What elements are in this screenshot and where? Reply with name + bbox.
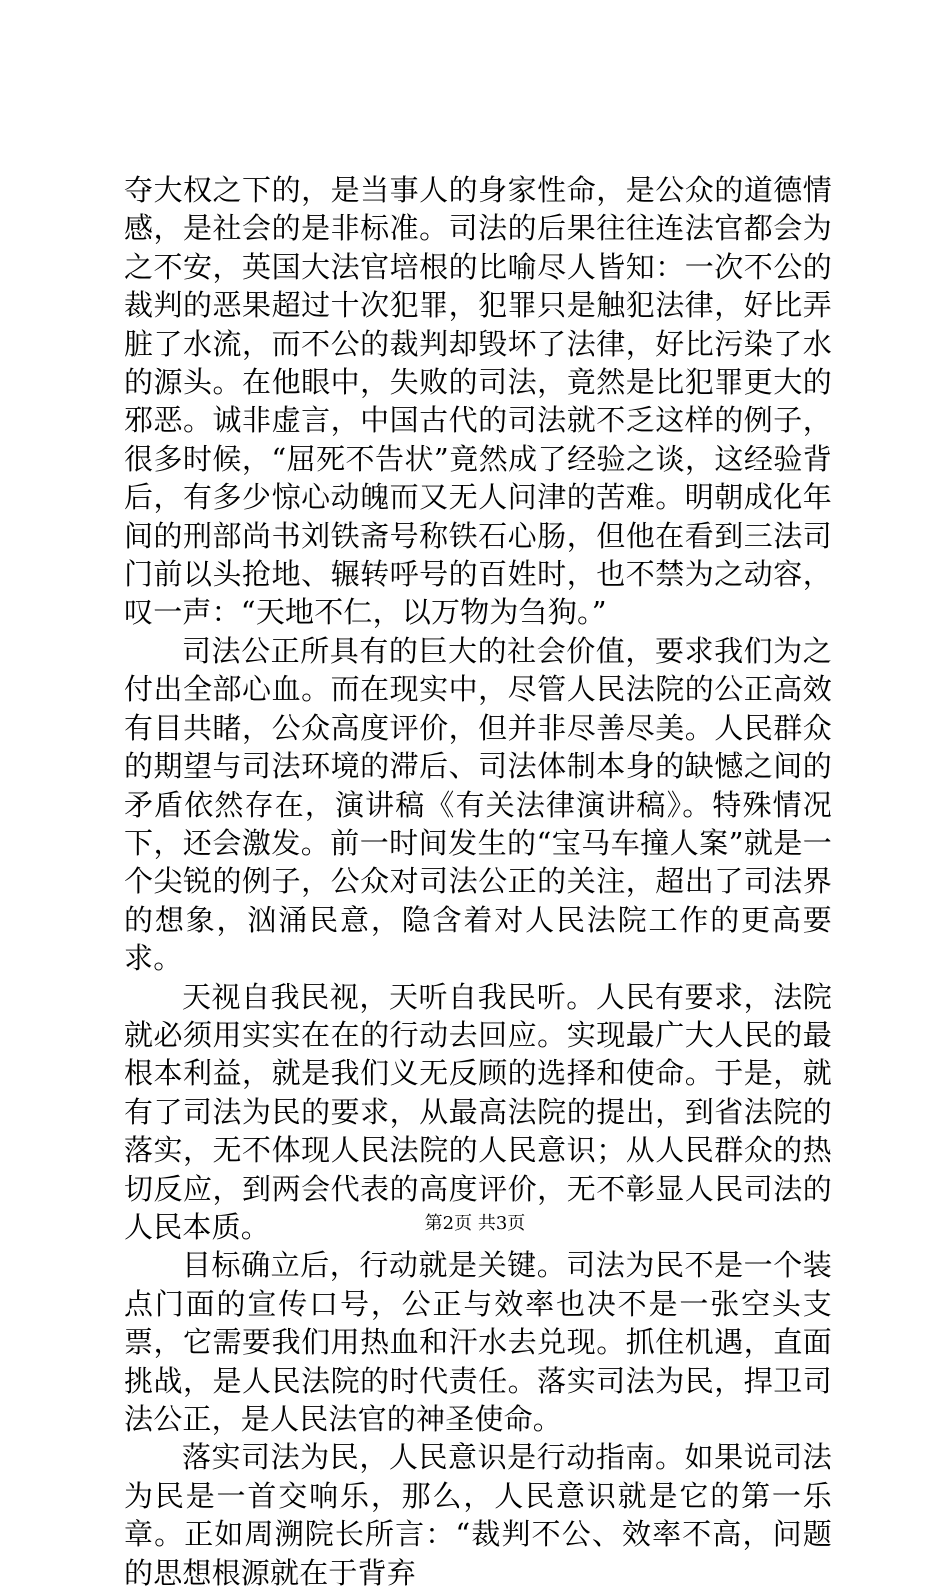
document-body — [124, 171, 832, 1592]
paragraph-5: 落实司法为民，人民意识是行动指南。如果说司法为民是一首交响乐，那么，人民意识就是它的第一乐章。正如周溯院长所言：“裁判不公、效率不高，问题的思想根源就在于背弃 — [124, 1440, 832, 1590]
paragraph-3: 天视自我民视，天听自我民听。人民有要求，法院就必须用实实在在的行动去回应。实现最广大人民的最根本利益，就是我们义无反顾的选择和使命。于是，就有了司法为民的要求，从最高法院的提出，到省法院的落实，无不体现人民法院的人民意识；从人民群众的热切反应，到两会代表的高度评价，无不彰显人民司法的人民本质。 — [124, 979, 832, 1244]
page-footer: 第2页 共3页 — [424, 1213, 526, 1234]
paragraph-1: 夺大权之下的，是当事人的身家性命，是公众的道德情感，是社会的是非标准。司法的后果往往连法官都会为之不安，英国大法官培根的比喻尽人皆知：一次不公的裁判的恶果超过十次犯罪，犯罪只是触犯法律，好比弄脏了水流，而不公的裁判却毁坏了法律，好比污染了水的源头。在他眼中，失败的司法，竟然是比犯罪更大的邪恶。诚非虚言，中国古代的司法就不乏这样的例子，很多时候，“屈死不告状”竟然成了经验之谈，这经验背后，有多少惊心动魄而又无人问津的苦难。明朝成化年间的刑部尚书刘铁斋号称铁石心肠，但他在看到三法司门前以头抢地、辗转呼号的百姓时，也不禁为之动容，叹一声：“天地不仁，以万物为刍狗。” — [124, 173, 832, 630]
paragraph-2: 司法公正所具有的巨大的社会价值，要求我们为之付出全部心血。而在现实中，尽管人民法院的公正高效有目共睹，公众高度评价，但并非尽善尽美。人民群众的期望与司法环境的滞后、司法体制本身的缺憾之间的矛盾依然存在，演讲稿《有关法律演讲稿》。特殊情况下，还会激发。前一时间发生的“宝马车撞人案”就是一个尖锐的例子，公众对司法公正的关注，超出了司法界的想象，汹涌民意，隐含着对人民法院工作的更高要求。 — [124, 633, 832, 976]
paragraph-4: 目标确立后，行动就是关键。司法为民不是一个装点门面的宣传口号，公正与效率也决不是一张空头支票，它需要我们用热血和汗水去兑现。抓住机遇，直面挑战，是人民法院的时代责任。落实司法为民，捍卫司法公正，是人民法官的神圣使命。 — [124, 1248, 832, 1436]
